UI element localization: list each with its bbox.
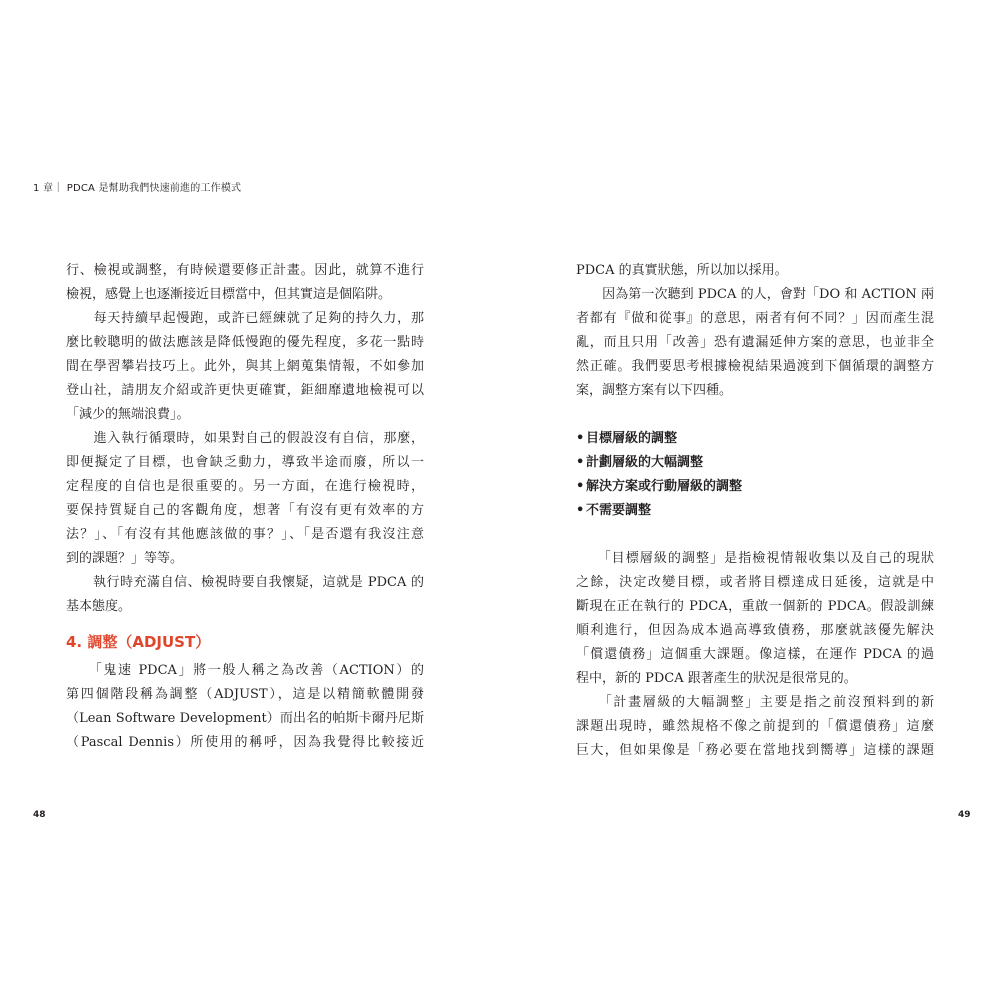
text-line: 之餘，決定改變目標，或者將目標達成日延後，這就是中 <box>576 575 934 590</box>
right-page-column <box>576 259 934 763</box>
list-item <box>576 475 934 499</box>
bullet-icon: • <box>576 431 585 446</box>
text-line: 順利進行，但因為成本過高導致債務，那麼就該優先解決 <box>576 623 934 638</box>
adjustment-types-list <box>576 427 934 523</box>
spacer <box>576 523 934 547</box>
text-line: 巨大，但如果像是「務必要在當地找到嚮導」這樣的課題 <box>576 743 934 758</box>
left-page-column <box>66 259 424 755</box>
text-line: 間在學習攀岩技巧上。此外，與其上網蒐集情報，不如參加 <box>66 359 424 374</box>
list-item-label: 解決方案或行動層級的調整 <box>586 479 743 494</box>
text-line: 第四個階段稱為調整（ADJUST），這是以精簡軟體開發 <box>66 687 424 702</box>
text-line: 因為第一次聽到 PDCA 的人，會對「DO 和 ACTION 兩 <box>576 287 934 302</box>
page-number-right: 49 <box>958 810 971 820</box>
text-line: 「償還債務」這個重大課題。像這樣，在運作 PDCA 的過 <box>576 647 934 662</box>
list-item <box>576 451 934 475</box>
text-line: （Lean Software Development）而出名的帕斯卡爾丹尼斯 <box>66 711 424 726</box>
text-line: 「鬼速 PDCA」將一般人稱之為改善（ACTION）的 <box>66 663 424 678</box>
running-head: 1 章｜ PDCA 是幫助我們快速前進的工作模式 <box>33 183 242 194</box>
list-item <box>576 427 934 451</box>
text-line: PDCA 的真實狀態，所以加以採用。 <box>576 263 788 278</box>
section-heading-adjust: 4. 調整（ADJUST） <box>66 633 211 651</box>
text-line: 「目標層級的調整」是指檢視情報收集以及自己的現狀 <box>576 551 934 566</box>
list-item <box>576 499 934 523</box>
text-line: 課題出現時，雖然規格不像之前提到的「償還債務」這麼 <box>576 719 934 734</box>
text-line: 定程度的自信也是很重要的。另一方面，在進行檢視時， <box>66 479 424 494</box>
spacer <box>576 403 934 427</box>
text-line: 登山社，請朋友介紹或許更快更確實，鉅細靡遺地檢視可以 <box>66 383 424 398</box>
left-body-text-after-heading <box>66 659 424 755</box>
text-line: 到的課題？」等等。 <box>66 551 184 566</box>
text-line: 每天持續早起慢跑，或許已經練就了足夠的持久力，那 <box>66 311 424 326</box>
bullet-icon: • <box>576 479 585 494</box>
text-line: 要保持質疑自己的客觀角度，想著「有沒有更有效率的方 <box>66 503 424 518</box>
text-line: 即便擬定了目標，也會缺乏動力，導致半途而廢，所以一 <box>66 455 424 470</box>
text-line: 基本態度。 <box>66 599 132 614</box>
text-line: 執行時充滿自信、檢視時要自我懷疑，這就是 PDCA 的 <box>66 575 424 590</box>
text-line: 然正確。我們要思考根據檢視結果過渡到下個循環的調整方 <box>576 359 934 374</box>
left-body-text-before-heading <box>66 259 424 619</box>
text-line: 程中，新的 PDCA 跟著產生的狀況是很常見的。 <box>576 671 857 686</box>
text-line: 麼比較聰明的做法應該是降低慢跑的優先程度，多花一點時 <box>66 335 424 350</box>
text-line: 檢視，感覺上也逐漸接近目標當中，但其實這是個陷阱。 <box>66 287 392 302</box>
text-line: 者都有『做和從事』的意思，兩者有何不同？」因而產生混 <box>576 311 934 326</box>
text-line: 「計畫層級的大幅調整」主要是指之前沒預料到的新 <box>576 695 934 710</box>
text-line: （Pascal Dennis）所使用的稱呼，因為我覺得比較接近 <box>66 735 424 750</box>
right-body-text-before-list <box>576 259 934 403</box>
list-item-label: 計劃層級的大幅調整 <box>586 455 704 470</box>
text-line: 行、檢視或調整，有時候還要修正計畫。因此，就算不進行 <box>66 263 424 278</box>
list-item-label: 目標層級的調整 <box>586 431 678 446</box>
page-number-left: 48 <box>33 810 46 820</box>
text-line: 斷現在正在執行的 PDCA，重啟一個新的 PDCA。假設訓練 <box>576 599 934 614</box>
bullet-icon: • <box>576 503 585 518</box>
text-line: 進入執行循環時，如果對自己的假設沒有自信，那麼， <box>66 431 424 446</box>
list-item-label: 不需要調整 <box>586 503 652 518</box>
text-line: 「減少的無端浪費」。 <box>66 407 190 422</box>
text-line: 案，調整方案有以下四種。 <box>576 383 733 398</box>
text-line: 法？」、「有沒有其他應該做的事？」、「是否還有我沒注意 <box>66 527 424 542</box>
bullet-icon: • <box>576 455 585 470</box>
text-line: 亂，而且只用「改善」恐有遺漏延伸方案的意思，也並非全 <box>576 335 934 350</box>
right-body-text-after-list <box>576 547 934 763</box>
